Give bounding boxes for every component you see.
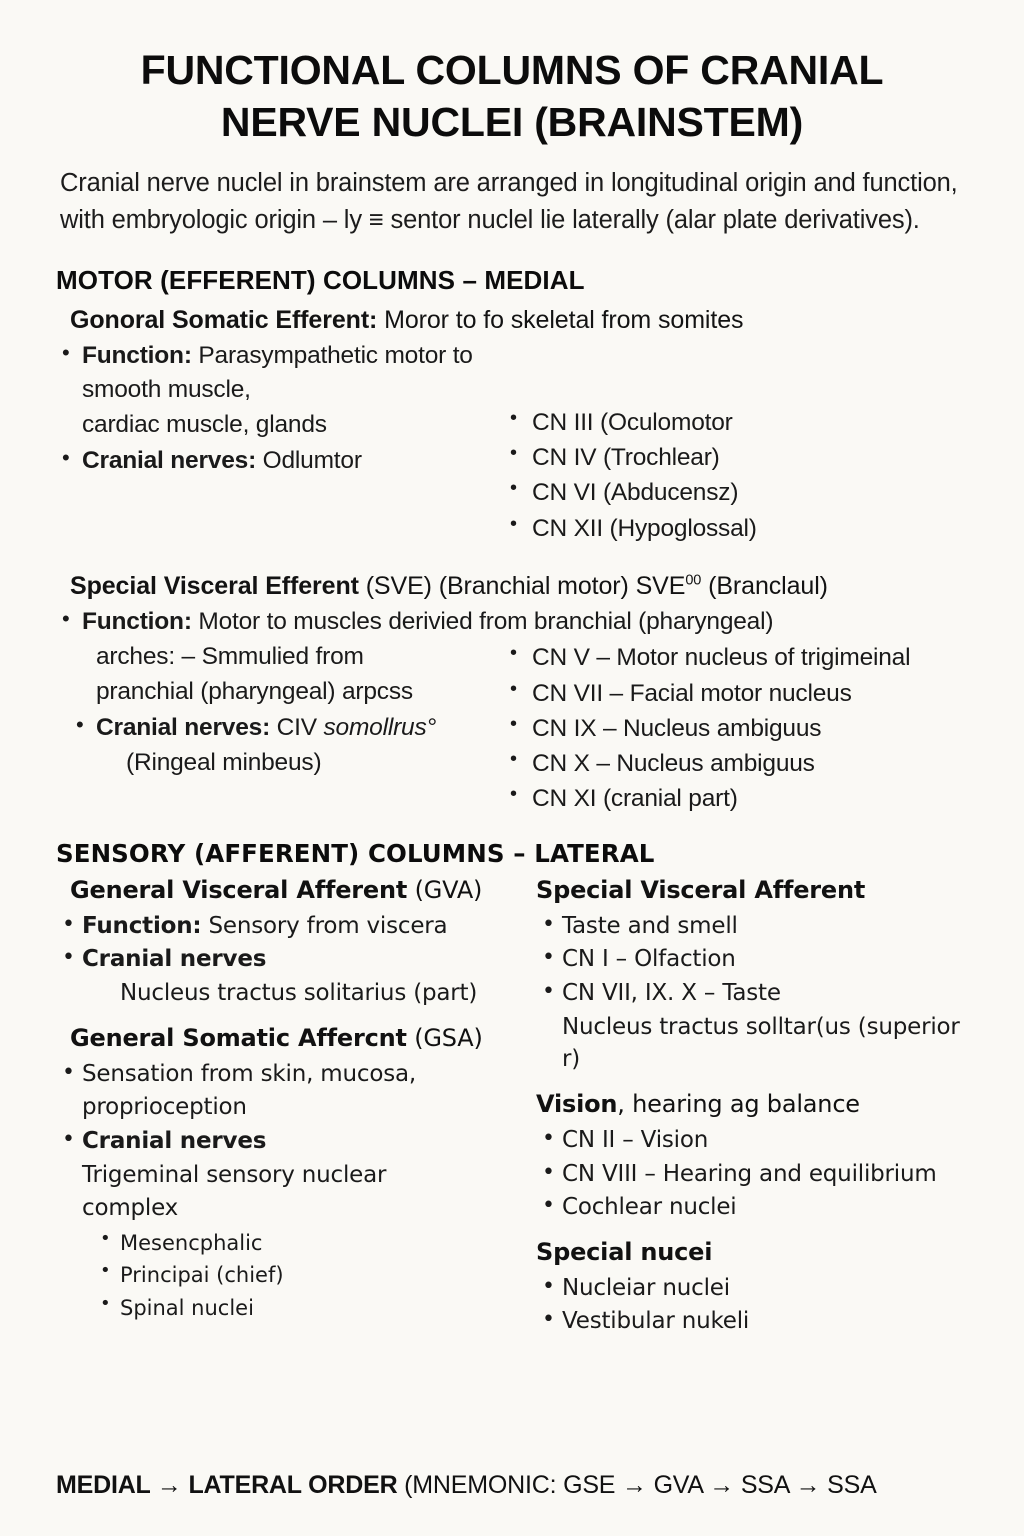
sve-heading-superscript: 00 (685, 572, 702, 589)
sve-left-inner (70, 640, 506, 780)
gse-heading-desc: Moror to fo skeletal from somites (377, 305, 744, 334)
sve-heading-tail: (Branclaul) (701, 571, 828, 600)
list-item: • CN XI (cranial part) (506, 781, 968, 816)
special-nuclei-heading (536, 1238, 968, 1266)
page-title-line-2: NERVE NUCLEI (BRAINSTEM) (220, 99, 804, 146)
gsa-group (56, 1024, 536, 1325)
list-item: • CN VI (Abducensz) (506, 475, 968, 510)
mnemonic-footer (56, 1471, 1024, 1500)
vision-heading (536, 1090, 968, 1118)
gse-heading-label: Gonoral Somatic Efferent: (70, 305, 378, 334)
gse-function-label: Function: (82, 341, 192, 369)
gse-left-column (56, 339, 506, 479)
sve-nerves-item (70, 711, 506, 745)
sva-group (536, 876, 968, 1076)
list-item: • Principai (chief) (96, 1259, 536, 1292)
sve-function-cont-2: pranchial (pharyngeal) arpcss (96, 677, 413, 705)
list-item: • CN X – Nucleus ambiguus (506, 746, 968, 781)
mnemonic-rest: (MNEMONIC: GSE → GVA → SSA → SSA (397, 1471, 877, 1499)
sve-function-text: Motor to muscles derivied from branchial (pharyngeal) (191, 607, 774, 635)
vision-heading-rest: , hearing ag balance (617, 1089, 860, 1118)
mnemonic-bold-part: MEDIAL → LATERAL ORDER (56, 1471, 398, 1499)
sve-function-cont-1: arches: – Smmulied from (96, 643, 364, 671)
sensory-section-heading: SENSORY (AFFERENT) COLUMNS – LATERAL (56, 838, 655, 868)
sva-heading-label: Special Visceral Afferent (536, 875, 866, 904)
list-item: • CN VIII – Hearing and equilibrium (536, 1158, 968, 1191)
gva-nerves-cont: Nucleus tractus solitarius (part) (120, 979, 478, 1006)
gsa-nerves-label: Cranial nerves (82, 1127, 267, 1154)
gva-heading-rest: (GVA) (407, 875, 483, 904)
gva-heading (70, 876, 536, 904)
list-item: • CN XII (Hypoglossal) (506, 511, 968, 546)
list-item: • CN IX – Nucleus ambiguus (506, 711, 968, 746)
gsa-sub-list (96, 1227, 536, 1325)
gva-nerves-label: Cranial nerves (82, 946, 267, 973)
list-item: • Taste and smell (536, 910, 968, 943)
page-title (56, 0, 968, 149)
gse-cranial-nerve-list (506, 405, 968, 546)
special-nuclei-list (536, 1272, 968, 1338)
gva-nerves-item (56, 943, 536, 976)
list-item: • Mesencphalic (96, 1227, 536, 1260)
list-item: • CN II – Vision (536, 1124, 968, 1157)
special-nuclei-group (536, 1238, 968, 1338)
sve-right-column (506, 640, 968, 816)
motor-section-heading: MOTOR (EFFERENT) COLUMNS – MEDIAL (56, 264, 585, 295)
list-item: • CN IV (Trochlear) (506, 440, 968, 475)
list-item: • CN V – Motor nucleus of trigimeinal (506, 640, 968, 675)
sva-list (536, 910, 968, 1076)
gsa-heading-rest: (GSA) (406, 1023, 483, 1052)
gse-nerves-item (56, 444, 506, 478)
sve-left-column (56, 640, 506, 780)
sve-function-item (56, 605, 968, 639)
sve-heading-label: Special Visceral Efferent (70, 571, 359, 600)
sve-cranial-nerve-list (506, 640, 968, 816)
intro-paragraph: Cranial nerve nuclel in brainstem are arranged in longitudinal origin and function, with embryologic origin – ly ≡ sentor nuclel lie laterally (alar plate derivatives). (60, 168, 958, 234)
sva-heading (536, 876, 968, 904)
gsa-sensation-cont: proprioception (82, 1094, 247, 1121)
gse-function-cont: cardiac muscle, glands (82, 411, 327, 439)
vision-group (536, 1090, 968, 1224)
list-item: • CN VII, IX. X – Taste (536, 977, 968, 1010)
list-item: • CN VII – Facial motor nucleus (506, 676, 968, 711)
gsa-sensation-item: • Sensation from skin, mucosa, (56, 1058, 536, 1091)
gse-function-text: Parasympathetic motor to smooth muscle, (82, 341, 473, 404)
sve-nerves-label: Cranial nerves: (96, 713, 271, 741)
gsa-nerves-item (56, 1125, 536, 1158)
gva-function-text: Sensory from viscera (201, 912, 448, 939)
vision-list (536, 1124, 968, 1224)
gse-row (56, 339, 968, 546)
list-item: • CN III (Oculomotor (506, 405, 968, 440)
sve-function-label: Function: (82, 607, 192, 635)
gse-bullet-list (56, 339, 506, 478)
gva-group (56, 876, 536, 1010)
gva-heading-label: General Visceral Afferent (70, 875, 408, 904)
sensory-columns (56, 876, 968, 1353)
sve-function-list (56, 605, 968, 639)
gsa-nerves-cont-1: Trigeminal sensory nuclear (82, 1161, 387, 1188)
gsa-heading (70, 1024, 536, 1052)
sve-heading-rest: (SVE) (Branchial motor) SVE (358, 571, 686, 600)
vision-heading-label: Vision (536, 1089, 618, 1118)
gva-list (56, 910, 536, 976)
gse-heading (70, 306, 968, 335)
gva-function-item (56, 910, 536, 943)
sensory-right-column (536, 876, 968, 1353)
gsa-list (56, 1058, 536, 1225)
sve-nerves-cont: (Ringeal minbeus) (126, 749, 322, 777)
gse-right-column (506, 339, 968, 546)
gse-nerves-text: Odlumtor (256, 446, 362, 474)
special-nuclei-heading-label: Special nucei (536, 1237, 713, 1266)
gsa-heading-label: General Somatic Affercnt (70, 1023, 407, 1052)
list-item: • Vestibular nukeli (536, 1305, 968, 1338)
list-item: • Spinal nuclei (96, 1292, 536, 1325)
sva-items-cont: Nucleus tractus solltar(us (superior r) (562, 1013, 960, 1073)
list-item: • CN I – Olfaction (536, 943, 968, 976)
gse-function-item (56, 339, 506, 408)
sve-nerves-italic: somollrus° (323, 713, 437, 741)
sve-nerves-text: CIV (270, 713, 324, 741)
gsa-nerves-cont-2: complex (82, 1195, 179, 1222)
sve-nerves-list (70, 711, 506, 745)
gva-function-label: Function: (82, 912, 202, 939)
gse-nerves-label: Cranial nerves: (82, 446, 257, 474)
sensory-section (56, 839, 968, 1353)
list-item: • Nucleiar nuclei (536, 1272, 968, 1305)
page-title-line-1: FUNCTIONAL COLUMNS OF CRANIAL (140, 47, 884, 93)
sve-heading (70, 572, 968, 601)
sensory-left-column (56, 876, 536, 1339)
list-item: • Cochlear nuclei (536, 1191, 968, 1224)
sve-row (56, 640, 968, 816)
